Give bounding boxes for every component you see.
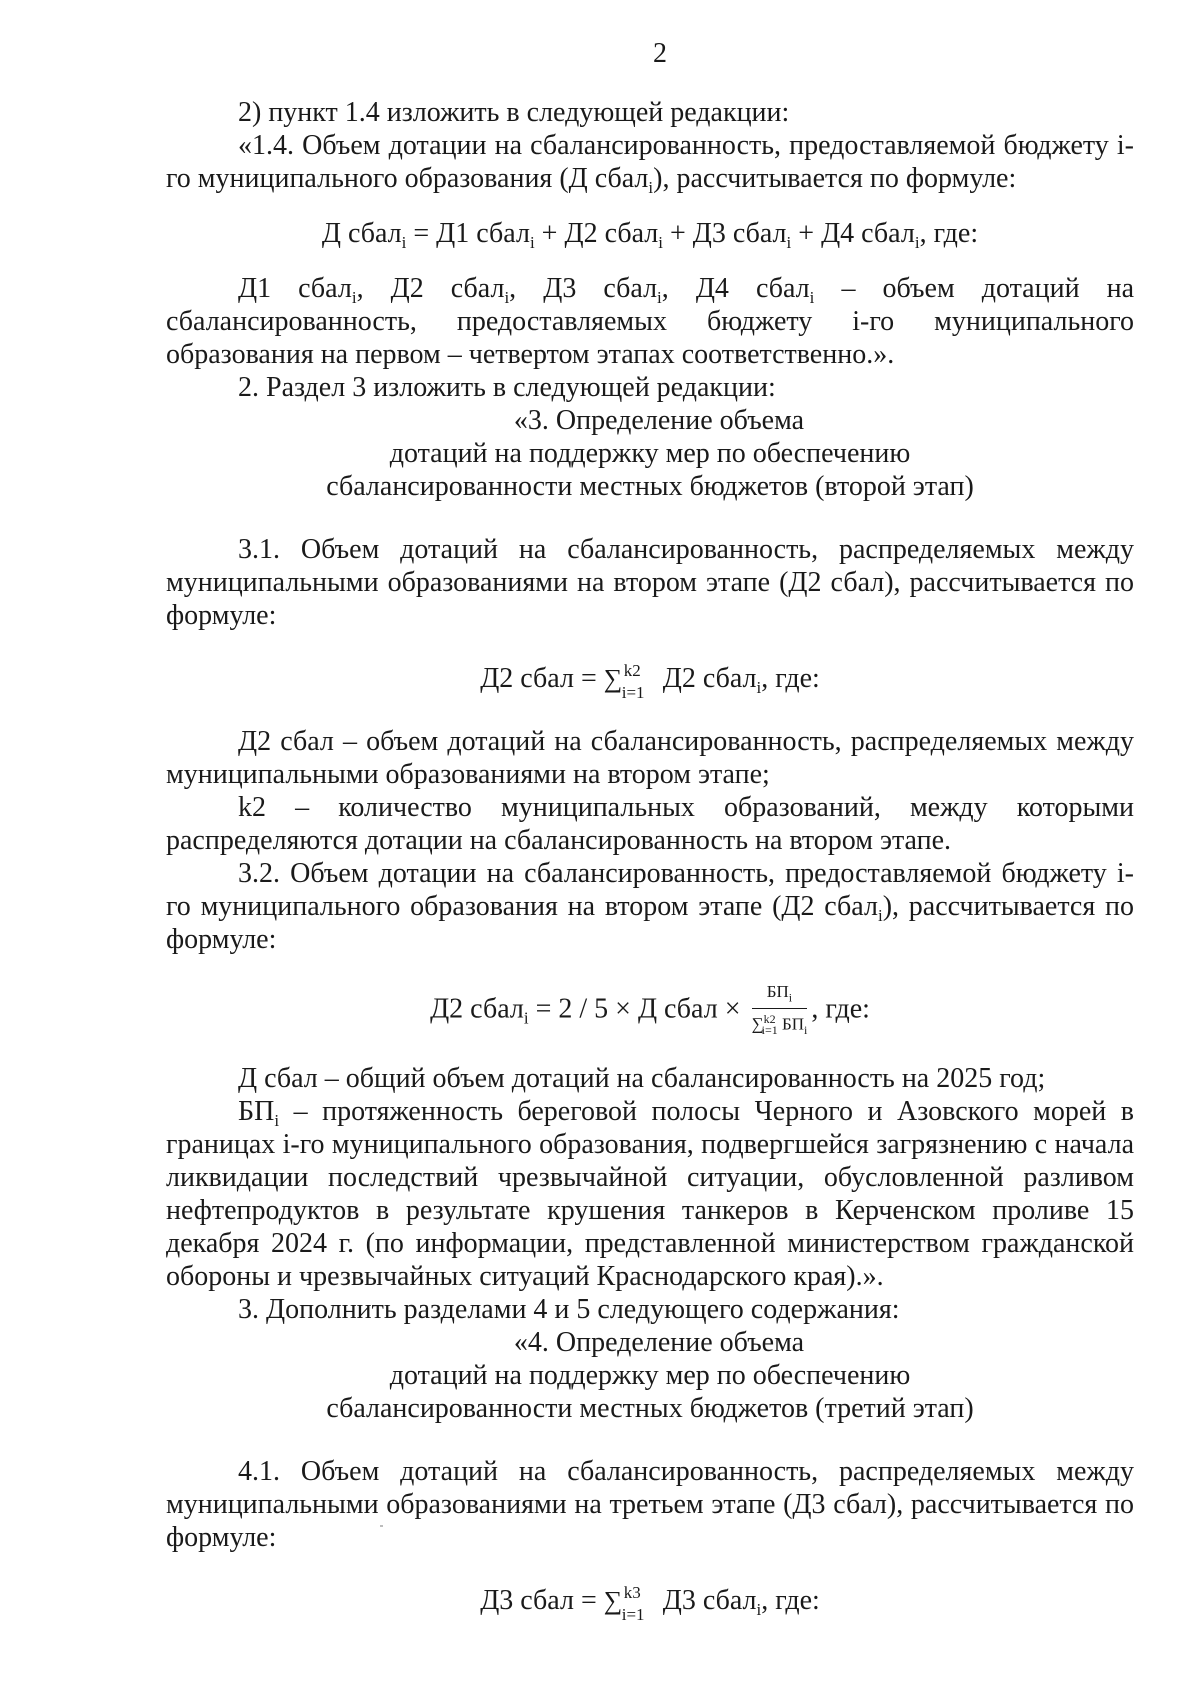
page-number: 2 [653,38,667,69]
formula-stage-3-total: Д3 сбал = ∑ k3 i=1 Д3 сбал$_i$, где: [480,1583,820,1625]
scan-artifact [380,1525,383,1527]
formula-stage-2-municipal: Д2 сбал$_i$ = 2 / 5 × Д сбал × $\frac{БП_i}{\sum^{k2}_{i=1} БП_i}$ , где: [166,982,1134,1040]
definition-bp: $БП_i$ – протяженность береговой полосы Черного и Азовского морей в границах i-го муниципального образования, подвергшейся загрязнению с начала ликвидации последствий чрезвычайной ситуации, обусловленной разливом нефтепродуктов в результате крушения танкеров в Керченском проливе 15 декабря 2024 г. (по информации, представленной министерством гражданской обороны и чрезвычайных ситуаций Краснодарского края).». [166,1096,1134,1293]
sum-symbol: ∑ k3 i=1 [603,1583,645,1625]
formula-total-dotation: Д сбал$_i$ = Д1 сбал$_i$ + Д2 сбал$_i$ + Д3 сбал$_i$ + Д4 сбал$_i$, где: [321,218,979,252]
fraction-numerator: $БП_i$ [752,982,808,1009]
section-3-heading: «3. Определение объема дотаций на поддержку мер по обеспечению сбалансированности местных бюджетов (второй этап) [326,405,974,502]
fraction [752,982,808,1040]
paragraph-3-2: 3.2. Объем дотации на сбалансированность, предоставляемой бюджету i-го муниципального образования на втором этапе (Д2 сбал$_i$), рассчитывается по формуле: [166,858,1134,955]
section-4-heading: «4. Определение объема дотаций на поддержку мер по обеспечению сбалансированности местных бюджетов (третий этап) [326,1327,974,1425]
sum-symbol: ∑ k2 i=1 [603,661,645,702]
item-2: 2. Раздел 3 изложить в следующей редакции: [238,372,776,403]
definition-stages-1-4: Д1 сбал$_i$, Д2 сбал$_i$, Д3 сбал$_i$, Д4 сбал$_i$ – объем дотаций на сбалансированность, предоставляемых бюджету i-го муниципального образования на первом – четвертом этапах соответственно.». [166,273,1135,370]
fraction-denominator: ∑$^{k2}_{i=1}$ $БП_i$ [751,1012,808,1038]
item-3: 3. Дополнить разделами 4 и 5 следующего содержания: [238,1294,900,1326]
definition-d2-sbal: Д2 сбал – объем дотаций на сбалансированность, распределяемых между муниципальными образованиями на втором этапе; [166,726,1134,790]
definition-k2: k2 – количество муниципальных образований, между которыми распределяются дотации на сбалансированность на втором этапе. [166,792,1134,856]
definition-d-sbal: Д сбал – общий объем дотаций на сбалансированность на 2025 год; [238,1063,1046,1095]
document-body [166,96,1135,1625]
formula-stage-2-total: Д2 сбал = ∑ k2 i=1 Д2 сбал$_i$, где: [480,661,820,702]
item-2-intro: 2) пункт 1.4 изложить в следующей редакции: [238,97,790,128]
paragraph-4-1: 4.1. Объем дотаций на сбалансированность, распределяемых между муниципальными образованиями на третьем этапе (Д3 сбал), рассчитывается по формуле: [166,1456,1134,1554]
paragraph-3-1: 3.1. Объем дотаций на сбалансированность, распределяемых между муниципальными образованиями на втором этапе (Д2 сбал), рассчитывается по формуле: [166,534,1134,631]
paragraph-1-4: «1.4. Объем дотации на сбалансированность, предоставляемой бюджету i-го муниципального образования (Д сбал$_i$), рассчитывается по формуле: [166,130,1134,197]
